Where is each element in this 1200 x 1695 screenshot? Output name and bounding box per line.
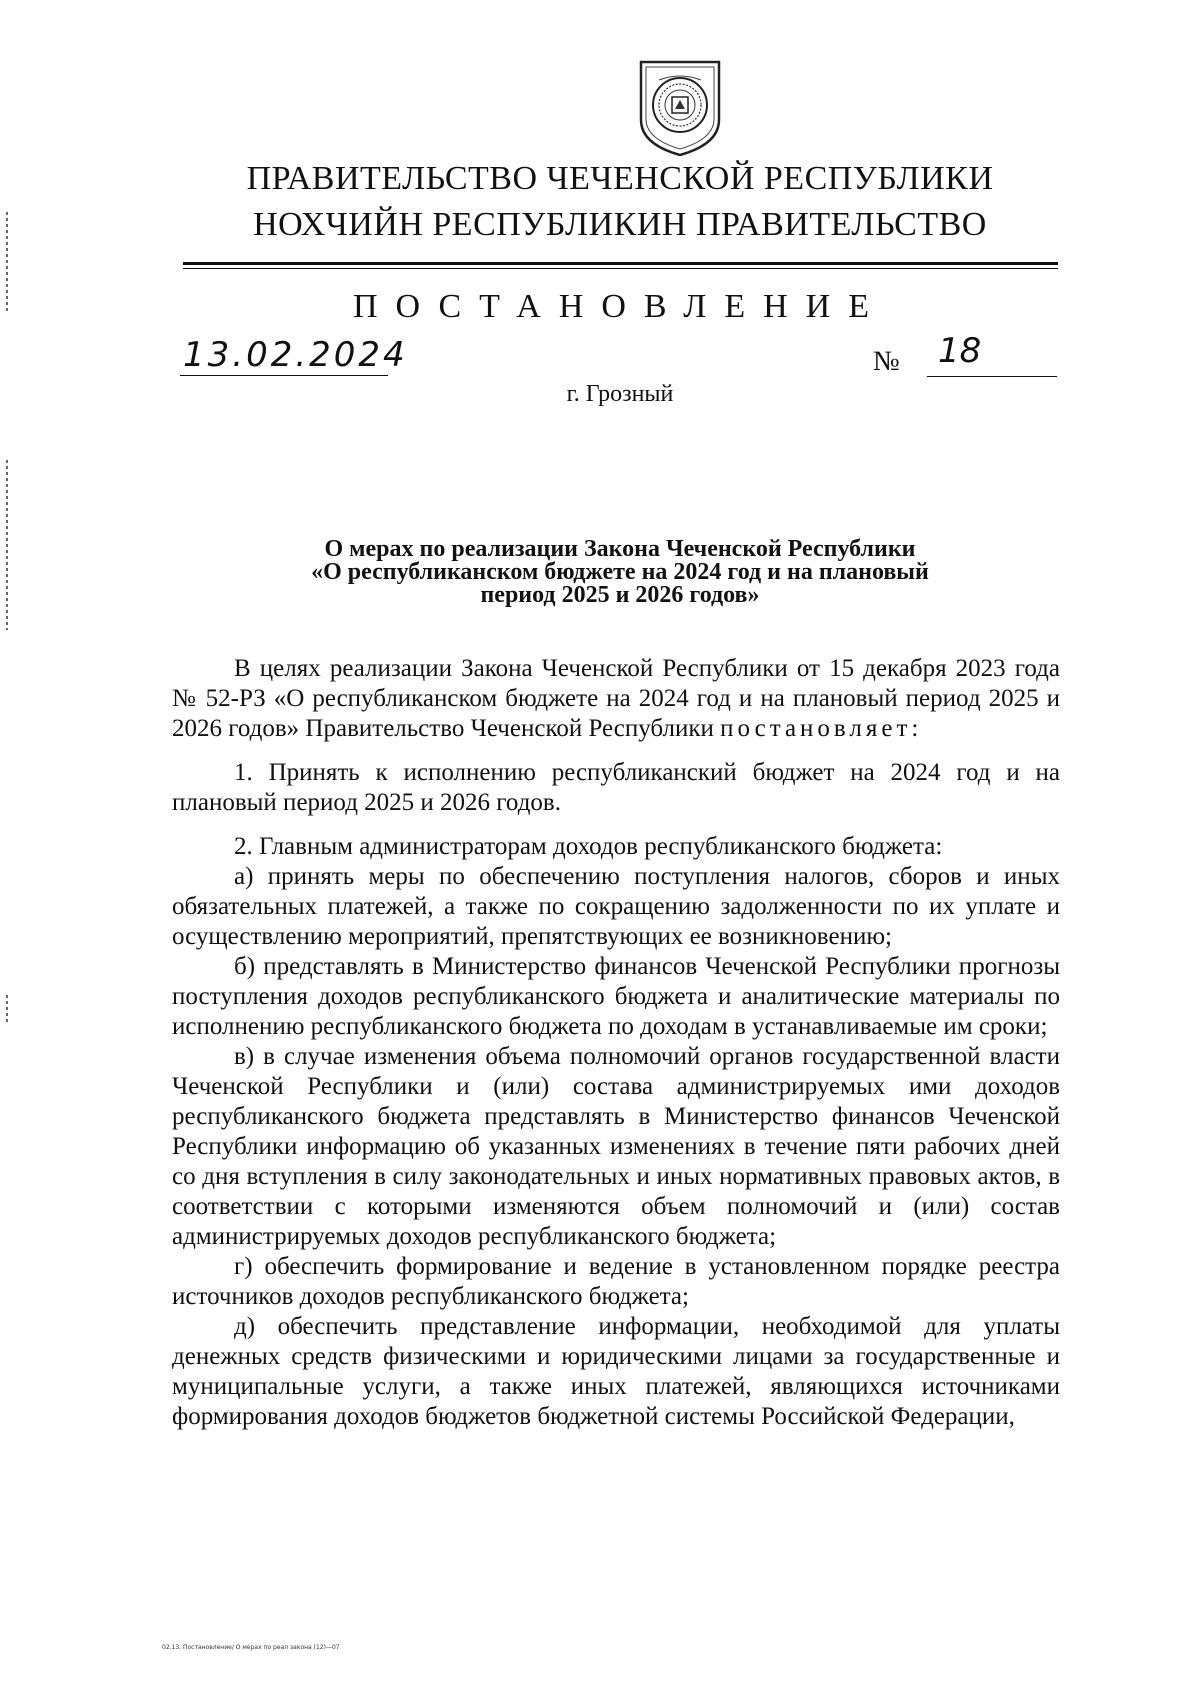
clause-2d: д) обеспечить представление информации, необходимой для уплаты денежных средств физическими и юридическими лицами за государственные и муниципальные услуги, а также иных платежей, являющихся источниками формирования доходов бюджетов бюджетной системы Российской Федерации,	[172, 1313, 1060, 1430]
document-type: ПОСТАНОВЛЕНИЕ	[352, 288, 888, 325]
number-label: №	[873, 346, 900, 377]
city-label: г. Грозный	[566, 381, 674, 407]
preamble-verb: постановляет:	[720, 715, 923, 742]
coat-of-arms-emblem	[637, 58, 723, 158]
clause-2: 2. Главным администраторам доходов республиканского бюджета:	[234, 833, 943, 860]
date-underline	[180, 375, 388, 376]
scan-edge-mark	[6, 212, 8, 312]
preamble-paragraph	[172, 654, 1060, 744]
handwritten-number: 18	[938, 331, 982, 371]
scan-edge-mark	[6, 460, 8, 630]
scan-edge-mark	[6, 995, 8, 1025]
document-title	[240, 538, 1000, 607]
footer-file-code: 02.13. Постановление/ О мерах по реал закона (12)—07	[162, 1644, 340, 1651]
header-divider-thick	[183, 262, 1058, 265]
header-divider-thin	[183, 268, 1058, 269]
clause-2g: г) обеспечить формирование и ведение в установленном порядке реестра источников доходов республиканского бюджета;	[172, 1253, 1060, 1310]
handwritten-date: 13.02.2024	[183, 335, 408, 375]
clause-2a: а) принять меры по обеспечению поступления налогов, сборов и иных обязательных платежей, а также по сокращению задолженности по их уплате и осуществлению мероприятий, препятствующих ее возникновению;	[172, 863, 1060, 950]
government-name-russian: ПРАВИТЕЛЬСТВО ЧЕЧЕНСКОЙ РЕСПУБЛИКИ	[246, 160, 994, 197]
document-body	[172, 654, 1060, 1432]
title-line: О мерах по реализации Закона Чеченской Республики	[324, 536, 916, 562]
clause-2v: в) в случае изменения объема полномочий органов государственной власти Чеченской Республики и (или) состава администрируемых ими доходов республиканского бюджета представлять в Министерство финансов Чеченской Республики информацию об указанных изменениях в течение пяти рабочих дней со дня вступления в силу законодательных и иных нормативных правовых актов, в соответствии с которыми изменяются объем полномочий и (или) состав администрируемых доходов республиканского бюджета;	[172, 1043, 1060, 1250]
preamble-text: В целях реализации Закона Чеченской Республики от 15 декабря 2023 года № 52-РЗ «О республиканском бюджете на 2024 год и на плановый период 2025 и 2026 годов» Правительство Чеченской Республики	[172, 655, 1060, 742]
title-line: период 2025 и 2026 годов»	[480, 582, 760, 608]
clause-1: 1. Принять к исполнению республиканский бюджет на 2024 год и на плановый период 2025 и 2026 годов.	[172, 759, 1060, 816]
clause-2b: б) представлять в Министерство финансов Чеченской Республики прогнозы поступления доходов республиканского бюджета и аналитические материалы по исполнению республиканского бюджета по доходам в устанавливаемые им сроки;	[172, 953, 1060, 1040]
government-name-chechen: НОХЧИЙН РЕСПУБЛИКИН ПРАВИТЕЛЬСТВО	[253, 206, 987, 243]
title-line: «О республиканском бюджете на 2024 год и на плановый	[311, 559, 929, 585]
number-underline	[927, 376, 1057, 377]
